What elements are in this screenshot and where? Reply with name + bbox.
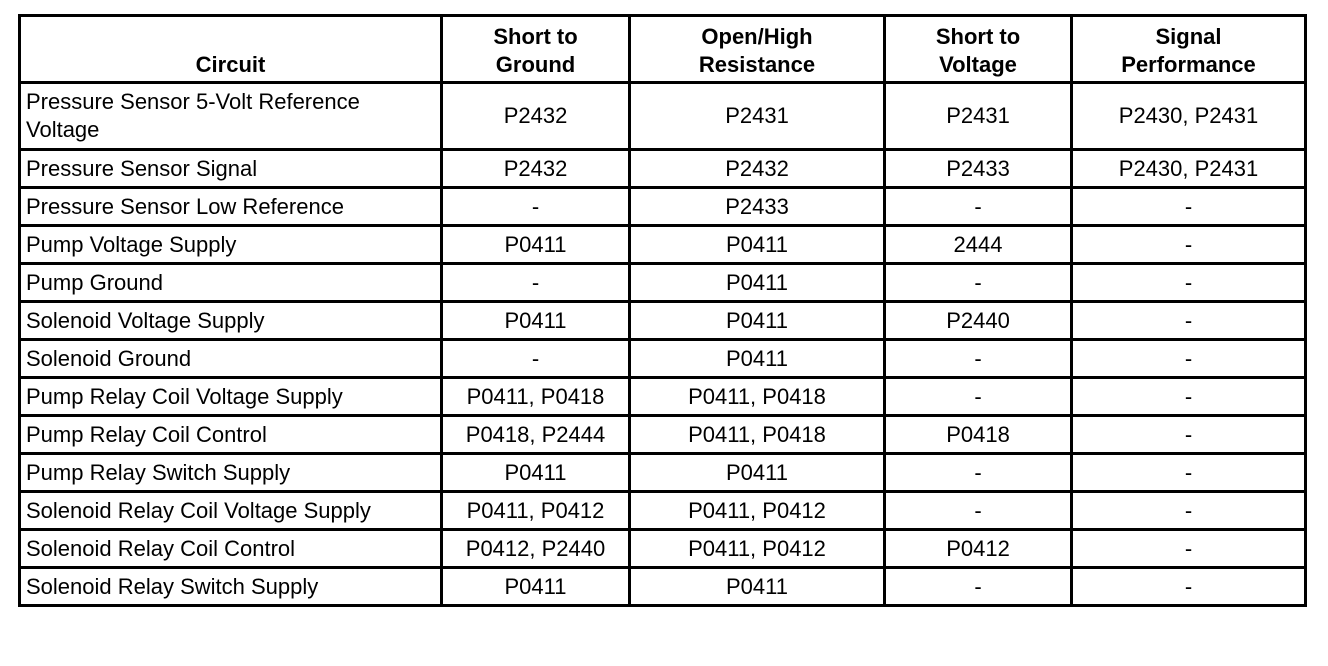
header-line: Short to: [493, 24, 578, 49]
dtc-table-container: [18, 14, 1307, 607]
open-high-resistance-cell: P0411, P0412: [630, 530, 885, 568]
circuit-cell: Pressure Sensor Low Reference: [20, 188, 442, 226]
short-to-ground-cell: P0418, P2444: [442, 416, 630, 454]
short-to-voltage-cell: -: [885, 492, 1072, 530]
short-to-voltage-cell: P0418: [885, 416, 1072, 454]
circuit-cell: Pressure Sensor 5-Volt Reference Voltage: [20, 83, 442, 150]
circuit-cell: Solenoid Relay Switch Supply: [20, 568, 442, 606]
table-row: [20, 492, 1306, 530]
table-row: [20, 226, 1306, 264]
short-to-ground-cell: -: [442, 340, 630, 378]
open-high-resistance-cell: P2431: [630, 83, 885, 150]
header-signal-performance: [1072, 16, 1306, 83]
short-to-voltage-cell: -: [885, 568, 1072, 606]
circuit-cell: Solenoid Relay Coil Voltage Supply: [20, 492, 442, 530]
signal-performance-cell: -: [1072, 188, 1306, 226]
short-to-ground-cell: P0411: [442, 302, 630, 340]
short-to-ground-cell: P0411: [442, 568, 630, 606]
open-high-resistance-cell: P0411: [630, 568, 885, 606]
short-to-ground-cell: P0412, P2440: [442, 530, 630, 568]
dtc-circuit-table: [18, 14, 1307, 607]
short-to-ground-cell: P0411: [442, 454, 630, 492]
short-to-ground-cell: P0411, P0412: [442, 492, 630, 530]
open-high-resistance-cell: P0411: [630, 340, 885, 378]
header-line: Signal: [1155, 24, 1222, 49]
signal-performance-cell: -: [1072, 492, 1306, 530]
circuit-cell: Solenoid Ground: [20, 340, 442, 378]
circuit-cell: Pump Voltage Supply: [20, 226, 442, 264]
short-to-voltage-cell: P2433: [885, 150, 1072, 188]
header-short-to-ground: [442, 16, 630, 83]
header-circuit: [20, 16, 442, 83]
signal-performance-cell: -: [1072, 264, 1306, 302]
table-row: [20, 378, 1306, 416]
signal-performance-cell: P2430, P2431: [1072, 150, 1306, 188]
open-high-resistance-cell: P2432: [630, 150, 885, 188]
short-to-ground-cell: -: [442, 264, 630, 302]
table-row: [20, 150, 1306, 188]
short-to-ground-cell: P0411: [442, 226, 630, 264]
header-line: Open/High: [701, 24, 813, 49]
table-row: [20, 264, 1306, 302]
table-row: [20, 188, 1306, 226]
short-to-voltage-cell: -: [885, 264, 1072, 302]
short-to-voltage-cell: P2431: [885, 83, 1072, 150]
open-high-resistance-cell: P0411: [630, 302, 885, 340]
signal-performance-cell: -: [1072, 378, 1306, 416]
short-to-ground-cell: P2432: [442, 83, 630, 150]
short-to-voltage-cell: -: [885, 340, 1072, 378]
table-row: [20, 302, 1306, 340]
signal-performance-cell: -: [1072, 226, 1306, 264]
table-body: [20, 83, 1306, 606]
open-high-resistance-cell: P0411, P0418: [630, 416, 885, 454]
table-row: [20, 454, 1306, 492]
table-row: [20, 340, 1306, 378]
short-to-voltage-cell: -: [885, 378, 1072, 416]
open-high-resistance-cell: P0411, P0418: [630, 378, 885, 416]
circuit-cell: Pump Relay Coil Control: [20, 416, 442, 454]
header-line: Short to: [935, 24, 1021, 49]
signal-performance-cell: -: [1072, 340, 1306, 378]
header-line: Circuit: [195, 52, 266, 77]
signal-performance-cell: P2430, P2431: [1072, 83, 1306, 150]
circuit-cell: Pump Relay Coil Voltage Supply: [20, 378, 442, 416]
table-row: [20, 530, 1306, 568]
open-high-resistance-cell: P0411, P0412: [630, 492, 885, 530]
short-to-voltage-cell: -: [885, 454, 1072, 492]
table-row: [20, 416, 1306, 454]
open-high-resistance-cell: P0411: [630, 226, 885, 264]
header-row: [20, 16, 1306, 83]
signal-performance-cell: -: [1072, 568, 1306, 606]
short-to-voltage-cell: P0412: [885, 530, 1072, 568]
short-to-voltage-cell: -: [885, 188, 1072, 226]
short-to-voltage-cell: P2440: [885, 302, 1072, 340]
circuit-cell: Pressure Sensor Signal: [20, 150, 442, 188]
header-line: Resistance: [698, 52, 816, 77]
signal-performance-cell: -: [1072, 530, 1306, 568]
circuit-cell: Pump Ground: [20, 264, 442, 302]
short-to-voltage-cell: 2444: [885, 226, 1072, 264]
signal-performance-cell: -: [1072, 454, 1306, 492]
signal-performance-cell: -: [1072, 416, 1306, 454]
open-high-resistance-cell: P0411: [630, 264, 885, 302]
header-line: Voltage: [939, 52, 1017, 77]
table-row: [20, 568, 1306, 606]
short-to-ground-cell: -: [442, 188, 630, 226]
open-high-resistance-cell: P2433: [630, 188, 885, 226]
short-to-ground-cell: P2432: [442, 150, 630, 188]
circuit-cell: Pump Relay Switch Supply: [20, 454, 442, 492]
signal-performance-cell: -: [1072, 302, 1306, 340]
circuit-cell: Solenoid Relay Coil Control: [20, 530, 442, 568]
header-short-to-voltage: [885, 16, 1072, 83]
open-high-resistance-cell: P0411: [630, 454, 885, 492]
header-line: Performance: [1121, 52, 1256, 77]
short-to-ground-cell: P0411, P0418: [442, 378, 630, 416]
header-open-high-resistance: [630, 16, 885, 83]
header-line: Ground: [495, 52, 576, 77]
table-row: [20, 83, 1306, 150]
circuit-cell: Solenoid Voltage Supply: [20, 302, 442, 340]
